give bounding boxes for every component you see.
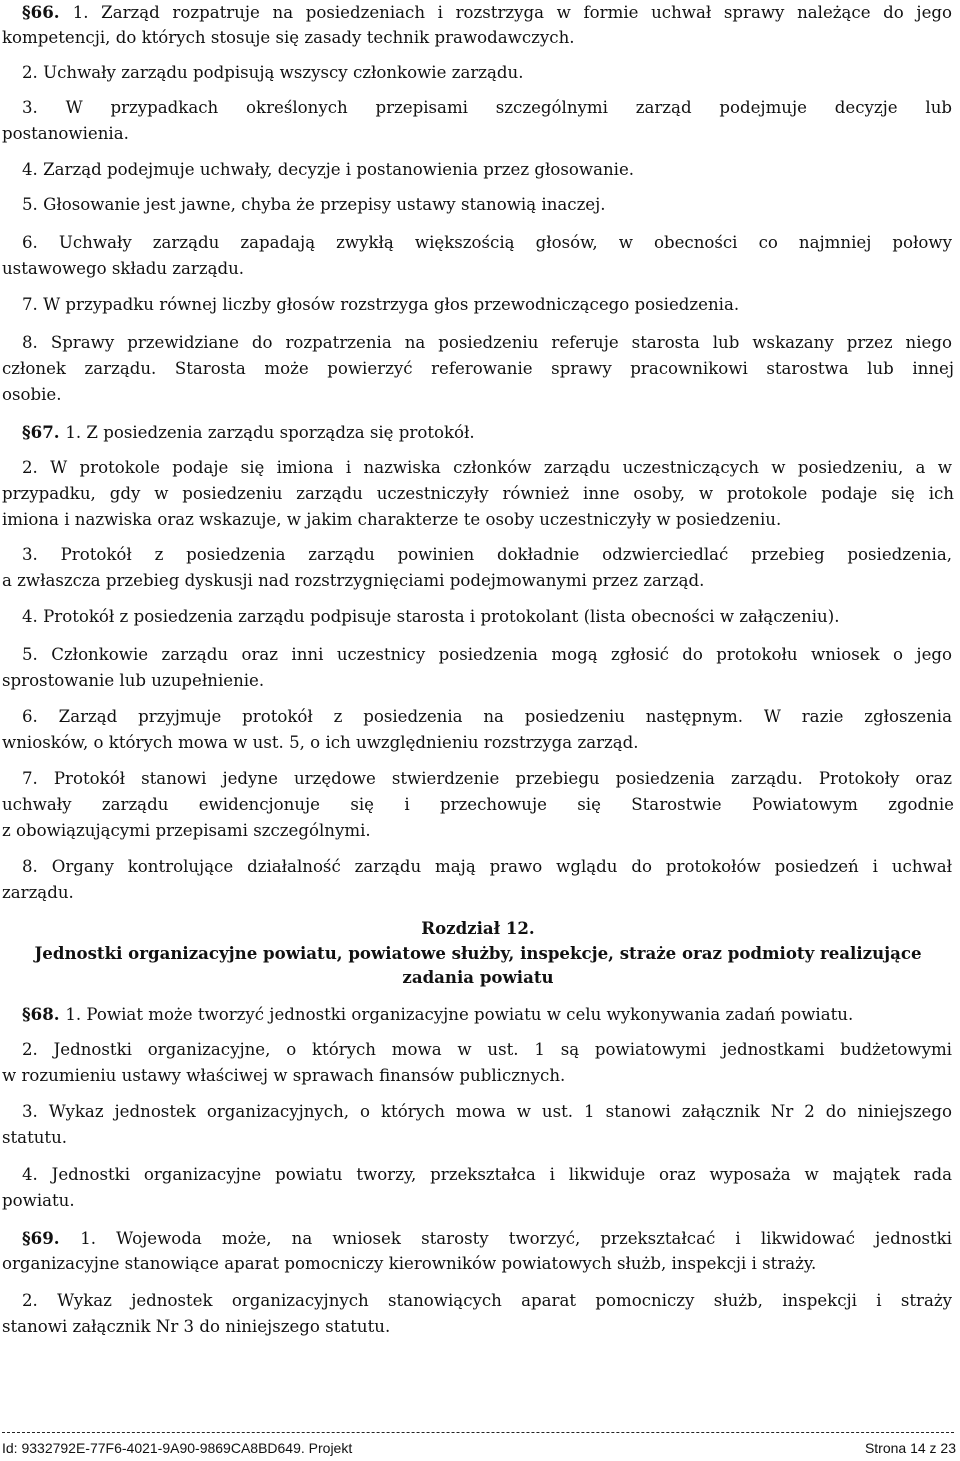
text-segment: 3. Protokół z posiedzenia zarządu powinien dokładnie odzwierciedlać przebieg posiedzenia, — [22, 545, 952, 564]
text-line — [22, 1102, 952, 1122]
text-line — [2, 259, 952, 279]
text-line — [22, 98, 952, 118]
text-line — [22, 1004, 960, 1025]
text-segment: ustawowego składu zarządu. — [2, 259, 245, 278]
text-line — [22, 707, 952, 727]
text-line — [2, 571, 952, 591]
text-line — [22, 1165, 952, 1185]
section-marker: §69. — [22, 1228, 81, 1248]
text-segment: 5. Członkowie zarządu oraz inni uczestnicy posiedzenia mogą zgłosić do protokołu wniosek o jego — [22, 645, 952, 664]
text-segment: 5. Głosowanie jest jawne, chyba że przepisy ustawy stanowią inaczej. — [22, 195, 606, 214]
text-line — [2, 385, 952, 405]
section-marker: §66. — [22, 2, 73, 22]
footer-divider — [2, 1432, 954, 1433]
text-line — [2, 28, 952, 48]
text-segment: w rozumieniu ustawy właściwej w sprawach finansów publicznych. — [2, 1066, 566, 1085]
text-line — [2, 124, 952, 144]
section-marker: §67. — [22, 422, 66, 442]
text-segment: przypadku, gdy w posiedzeniu zarządu uczestniczyły również inne osoby, w protokole podaje się ich — [2, 484, 954, 503]
text-segment: 2. Wykaz jednostek organizacyjnych stanowiących aparat pomocniczy służb, inspekcji i straży — [22, 1291, 952, 1310]
text-segment: 3. Wykaz jednostek organizacyjnych, o których mowa w ust. 1 stanowi załącznik Nr 2 do niniejszego — [22, 1102, 952, 1121]
text-line — [2, 484, 954, 504]
text-line — [22, 545, 952, 565]
text-line — [22, 769, 952, 789]
text-segment: postanowienia. — [2, 124, 129, 143]
text-segment: osobie. — [2, 385, 62, 404]
text-line — [2, 510, 952, 530]
text-line — [2, 943, 954, 963]
section-marker: zadania powiatu — [402, 967, 554, 987]
text-segment: 1. Powiat może tworzyć jednostki organizacyjne powiatu w celu wykonywania zadań powiatu. — [65, 1005, 854, 1024]
text-line — [2, 1317, 952, 1337]
text-segment: 2. Jednostki organizacyjne, o których mowa w ust. 1 są powiatowymi jednostkami budżetowymi — [22, 1040, 952, 1059]
text-segment: kompetencji, do których stosuje się zasady technik prawodawczych. — [2, 28, 575, 47]
text-segment: 1. Zarząd rozpatruje na posiedzeniach i rozstrzyga w formie uchwał sprawy należące do jego — [72, 3, 952, 22]
footer-document-id: Id: 9332792E-77F6-4021-9A90-9869CA8BD649. Projekt — [2, 1440, 353, 1456]
text-line — [22, 607, 960, 627]
text-line — [22, 645, 952, 665]
footer-page-number: Strona 14 z 23 — [864, 1440, 956, 1456]
text-line — [22, 1040, 952, 1060]
text-segment: 4. Jednostki organizacyjne powiatu tworzy, przekształca i likwiduje oraz wyposaża w majątek rada — [22, 1165, 952, 1184]
text-segment: 7. Protokół stanowi jedyne urzędowe stwierdzenie przebiegu posiedzenia zarządu. Protokoły oraz — [22, 769, 952, 788]
text-line — [2, 883, 952, 903]
text-line — [2, 821, 952, 841]
text-segment: 1. Wojewoda może, na wniosek starosty tworzyć, przekształcać i likwidować jednostki — [80, 1229, 952, 1248]
text-line — [22, 333, 952, 353]
text-line — [22, 63, 960, 83]
text-segment: z obowiązującymi przepisami szczególnymi. — [2, 821, 371, 840]
text-segment: stanowi załącznik Nr 3 do niniejszego statutu. — [2, 1317, 391, 1336]
text-line — [22, 1291, 952, 1311]
text-segment: 2. Uchwały zarządu podpisują wszyscy członkowie zarządu. — [22, 63, 524, 82]
text-segment: 6. Zarząd przyjmuje protokół z posiedzenia na posiedzeniu następnym. W razie zgłoszenia — [22, 707, 952, 726]
text-line — [22, 233, 952, 253]
section-marker: Jednostki organizacyjne powiatu, powiatowe służby, inspekcje, straże oraz podmioty realizujące — [34, 943, 922, 963]
text-line — [2, 1128, 952, 1148]
text-segment: a zwłaszcza przebieg dyskusji nad rozstrzygnięciami podejmowanymi przez zarząd. — [2, 571, 705, 590]
text-segment: 4. Zarząd podejmuje uchwały, decyzje i postanowienia przez głosowanie. — [22, 160, 635, 179]
text-line — [2, 359, 954, 379]
text-segment: 8. Sprawy przewidziane do rozpatrzenia na posiedzeniu referuje starosta lub wskazany przez niego — [22, 333, 952, 352]
text-segment: 7. W przypadku równej liczby głosów rozstrzyga głos przewodniczącego posiedzenia. — [22, 295, 740, 314]
text-segment: 6. Uchwały zarządu zapadają zwykłą większością głosów, w obecności co najmniej połowy — [22, 233, 952, 252]
text-segment: organizacyjne stanowiące aparat pomocniczy kierowników powiatowych służb, inspekcji i straży. — [2, 1254, 817, 1273]
text-line — [22, 160, 960, 180]
text-segment: 2. W protokole podaje się imiona i nazwiska członków zarządu uczestniczących w posiedzeniu, a w — [22, 458, 952, 477]
text-segment: uchwały zarządu ewidencjonuje się i przechowuje się Starostwie Powiatowym zgodnie — [2, 795, 954, 814]
text-segment: statutu. — [2, 1128, 68, 1147]
text-line — [2, 1191, 952, 1211]
text-line — [2, 918, 954, 938]
text-line — [22, 295, 960, 315]
text-segment: wniosków, o których mowa w ust. 5, o ich uwzględnieniu rozstrzyga zarząd. — [2, 733, 639, 752]
text-segment: członek zarządu. Starosta może powierzyć referowanie sprawy pracownikowi starostwa lub innej — [2, 359, 954, 378]
text-line — [22, 422, 960, 443]
section-marker: Rozdział 12. — [421, 918, 535, 938]
text-line — [22, 458, 952, 478]
text-line — [2, 967, 954, 987]
text-line — [2, 671, 952, 691]
text-segment: 1. Z posiedzenia zarządu sporządza się protokół. — [65, 423, 475, 442]
text-line — [22, 195, 960, 215]
text-segment: 3. W przypadkach określonych przepisami szczególnymi zarząd podejmuje decyzje lub — [22, 98, 952, 117]
text-segment: zarządu. — [2, 883, 74, 902]
text-line — [2, 1066, 952, 1086]
text-segment: sprostowanie lub uzupełnienie. — [2, 671, 265, 690]
text-segment: imiona i nazwiska oraz wskazuje, w jakim charakterze te osoby uczestniczyły w posiedzeniu. — [2, 510, 782, 529]
text-line — [22, 1228, 952, 1249]
text-line — [22, 2, 952, 23]
text-line — [2, 733, 952, 753]
section-marker: §68. — [22, 1004, 66, 1024]
text-segment: 8. Organy kontrolujące działalność zarządu mają prawo wglądu do protokołów posiedzeń i uchwał — [22, 857, 952, 876]
text-line — [2, 795, 954, 815]
text-segment: powiatu. — [2, 1191, 75, 1210]
text-line — [2, 1254, 952, 1274]
text-line — [22, 857, 952, 877]
text-segment: 4. Protokół z posiedzenia zarządu podpisuje starosta i protokolant (lista obecności w załączeniu). — [22, 607, 840, 626]
